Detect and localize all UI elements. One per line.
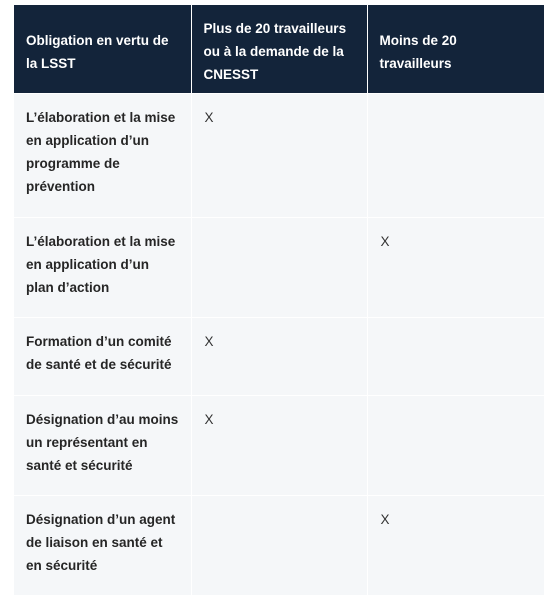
table-row (14, 93, 544, 217)
table-body (14, 93, 544, 595)
obligation-cell: Désignation d’au moins un représentant en santé et sécurité (14, 395, 191, 495)
header-row (14, 5, 544, 93)
header-obligation: Obligation en vertu de la LSST (14, 5, 191, 93)
moins-de-20-cell: X (367, 217, 544, 317)
moins-de-20-cell (367, 317, 544, 395)
table-row (14, 395, 544, 495)
obligation-cell: Désignation d’un agent de liaison en santé et en sécurité (14, 495, 191, 595)
moins-de-20-cell: X (367, 495, 544, 595)
moins-de-20-cell (367, 395, 544, 495)
header-moins-de-20: Moins de 20 travailleurs (367, 5, 544, 93)
obligations-table (14, 5, 544, 595)
table-row (14, 495, 544, 595)
moins-de-20-cell (367, 93, 544, 217)
table-row (14, 217, 544, 317)
obligations-table-container (14, 5, 544, 595)
plus-de-20-cell: X (191, 317, 367, 395)
obligation-cell: L’élaboration et la mise en application d’un programme de prévention (14, 93, 191, 217)
table-header (14, 5, 544, 93)
header-plus-de-20: Plus de 20 travailleurs ou à la demande de la CNESST (191, 5, 367, 93)
plus-de-20-cell (191, 495, 367, 595)
obligation-cell: L’élaboration et la mise en application d’un plan d’action (14, 217, 191, 317)
table-row (14, 317, 544, 395)
plus-de-20-cell: X (191, 395, 367, 495)
plus-de-20-cell (191, 217, 367, 317)
plus-de-20-cell: X (191, 93, 367, 217)
obligation-cell: Formation d’un comité de santé et de sécurité (14, 317, 191, 395)
